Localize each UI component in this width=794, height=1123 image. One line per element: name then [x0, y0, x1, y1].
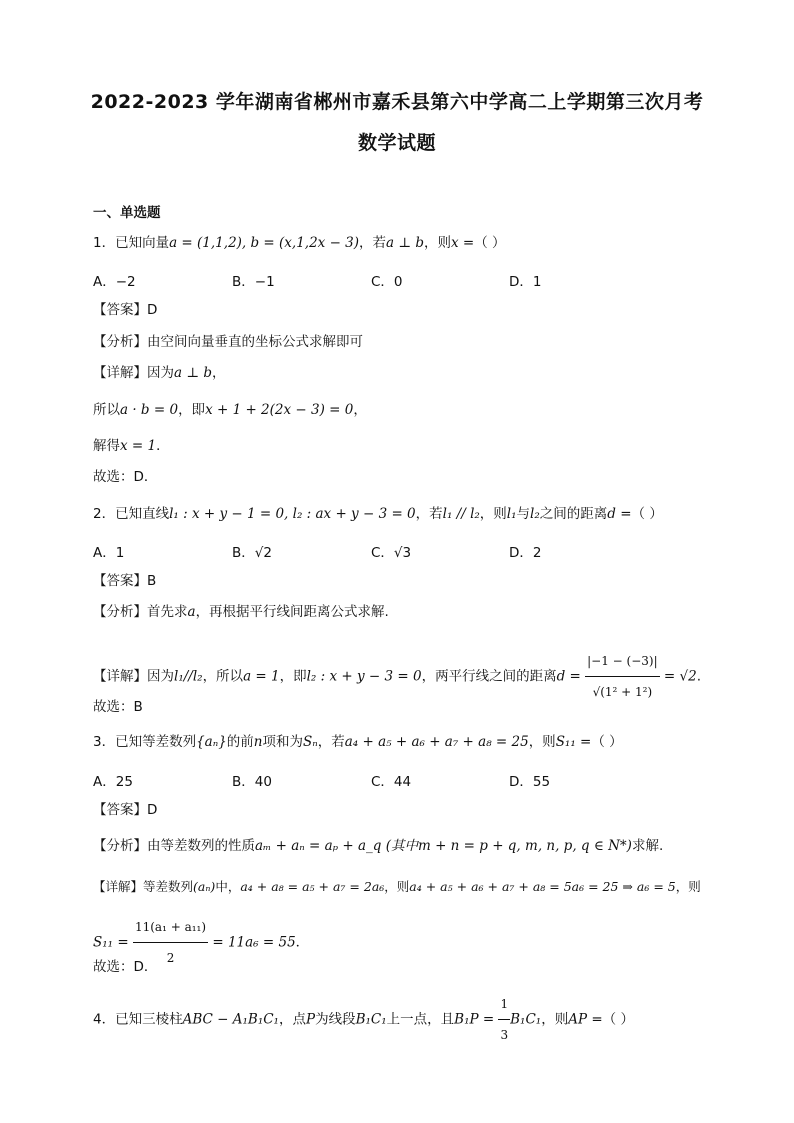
q2-answer: 【答案】B	[93, 573, 157, 589]
exam-title-line1: 2022-2023 学年湖南省郴州市嘉禾县第六中学高二上学期第三次月考	[90, 91, 704, 113]
analysis-tag: 【分析】	[93, 334, 147, 350]
q1-option-a: A．−2	[93, 274, 136, 290]
analysis-tag: 【分析】	[93, 604, 147, 620]
question-1-stem: 1．已知向量a = (1,1,2), b = (x,1,2x − 3)，若a ⊥ b，则x =（ ）	[93, 235, 506, 251]
one-third-fraction: $\frac{1}{3}$	[498, 989, 510, 1050]
q3-option-b: B．40	[232, 774, 272, 790]
q3-option-d: D．55	[509, 774, 551, 790]
sum-fraction: $\frac{\text{11(a₁ + a₁₁)}}{2}$	[133, 912, 208, 973]
detail-tag: 【详解】	[93, 668, 147, 685]
q2-option-a: A．1	[93, 545, 125, 561]
q1-detail: 【详解】因为a ⊥ b，	[93, 365, 226, 381]
detail-tag: 【详解】	[93, 879, 144, 894]
q2-option-b: B．√2	[232, 545, 272, 561]
question-4-stem: 4．已知三棱柱ABC − A₁B₁C₁，点P为线段B₁C₁上一点，且B₁P = $\frac{1}{3}$ B₁C₁，则AP =（ ）	[93, 989, 634, 1050]
q1-analysis: 【分析】由空间向量垂直的坐标公式求解即可	[93, 334, 363, 350]
answer-tag: 【答案】	[93, 802, 147, 818]
question-2-stem: 2．已知直线l₁ : x + y − 1 = 0, l₂ : ax + y − 3 = 0，若l₁ // l₂，则l₁与l₂之间的距离d =（ ）	[93, 506, 663, 522]
q3-option-c: C．44	[371, 774, 412, 790]
vector-expression: a = (1,1,2), b = (x,1,2x − 3)	[169, 235, 360, 251]
q3-option-a: A．25	[93, 774, 133, 790]
detail-tag: 【详解】	[93, 365, 147, 381]
analysis-tag: 【分析】	[93, 838, 147, 854]
perpendicular-condition: a ⊥ b	[386, 235, 425, 251]
q3-answer: 【答案】D	[93, 802, 158, 818]
q1-detail-line2: 所以a · b = 0，即x + 1 + 2(2x − 3) = 0，	[93, 402, 367, 418]
exam-title-line2: 数学试题	[357, 132, 436, 154]
q2-analysis: 【分析】首先求a，再根据平行线间距离公式求解.	[93, 604, 389, 620]
q1-answer: 【答案】D	[93, 302, 158, 318]
q1-conclusion: 故选：D．	[93, 469, 158, 485]
line-equations: l₁ : x + y − 1 = 0, l₂ : ax + y − 3 = 0	[169, 506, 416, 522]
q2-conclusion: 故选：B	[93, 699, 143, 715]
distance-fraction: $\frac{|-1 - (-3)|}{\text{√(1² + 1²)}}$	[585, 646, 660, 707]
q2-detail: 【详解】因为l₁//l₂，所以a = 1，即l₂ : x + y − 3 = 0，两平行线之间的距离d = $\frac{|-1 - (-3)|}{\text{√(1² + 1²)}}$ = √2.	[93, 646, 701, 707]
q1-option-d: D．1	[509, 274, 542, 290]
section-heading: 一、单选题	[93, 205, 161, 221]
answer-tag: 【答案】	[93, 302, 147, 318]
q2-option-d: D．2	[509, 545, 542, 561]
q2-option-c: C．√3	[371, 545, 412, 561]
q1-option-b: B．−1	[232, 274, 275, 290]
q3-conclusion: 故选：D．	[93, 959, 158, 975]
q3-detail: 【详解】等差数列(aₙ)中，a₄ + a₈ = a₅ + a₇ = 2a₆，则a₄ + a₅ + a₆ + a₇ + a₈ = 5a₆ = 25 ⇒ a₆ = 5，则	[93, 879, 701, 894]
q1-option-c: C．0	[371, 274, 403, 290]
question-3-stem: 3．已知等差数列{aₙ}的前n项和为Sₙ，若a₄ + a₅ + a₆ + a₇ + a₈ = 25，则S₁₁ =（ ）	[93, 734, 623, 750]
q3-detail-line2: S₁₁ = $\frac{\text{11(a₁ + a₁₁)}}{2}$ = 11a₆ = 55．	[93, 912, 309, 973]
q1-detail-line3: 解得x = 1．	[93, 438, 170, 454]
q3-analysis: 【分析】由等差数列的性质aₘ + aₙ = aₚ + a_q (其中m + n = p + q, m, n, p, q ∈ N*)求解.	[93, 838, 664, 854]
answer-tag: 【答案】	[93, 573, 147, 589]
